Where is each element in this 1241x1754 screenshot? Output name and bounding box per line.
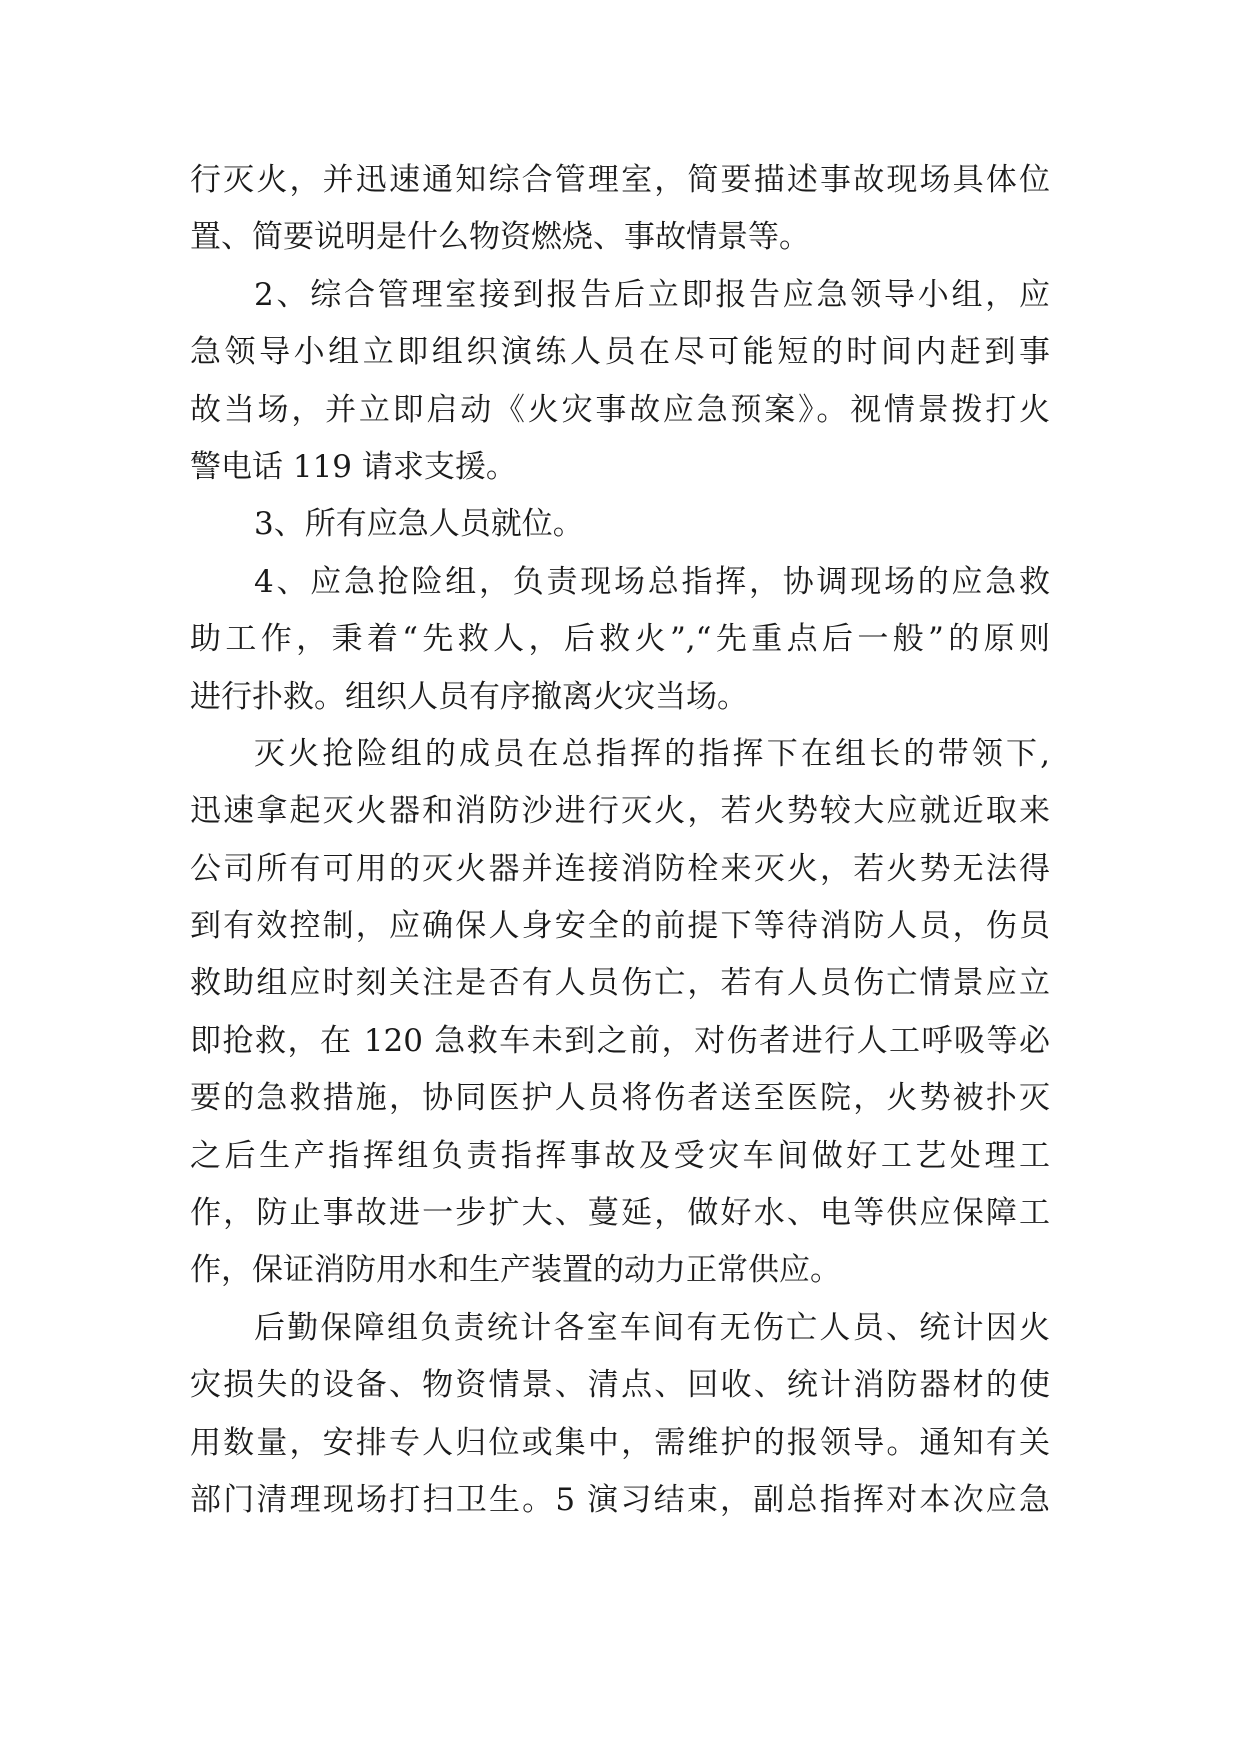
text-line: 用数量，安排专人归位或集中，需维护的报领导。通知有关 bbox=[190, 1424, 1050, 1461]
text-line: 警电话 119 请求支援。 bbox=[190, 448, 517, 485]
text-line: 3、所有应急人员就位。 bbox=[254, 506, 584, 543]
document-body bbox=[190, 152, 1050, 1529]
text-line: 置、简要说明是什么物资燃烧、事故情景等。 bbox=[190, 219, 810, 256]
text-line: 之后生产指挥组负责指挥事故及受灾车间做好工艺处理工 bbox=[190, 1137, 1050, 1174]
text-line: 救助组应时刻关注是否有人员伤亡，若有人员伤亡情景应立 bbox=[190, 965, 1050, 1002]
text-line: 公司所有可用的灭火器并连接消防栓来灭火，若火势无法得 bbox=[190, 850, 1050, 887]
text-line: 作，保证消防用水和生产装置的动力正常供应。 bbox=[190, 1252, 841, 1289]
text-line: 部门清理现场打扫卫生。5 演习结束，副总指挥对本次应急 bbox=[190, 1481, 1050, 1518]
text-line: 作，防止事故进一步扩大、蔓延，做好水、电等供应保障工 bbox=[190, 1195, 1050, 1232]
text-line: 灭火抢险组的成员在总指挥的指挥下在组长的带领下, bbox=[254, 735, 1050, 772]
text-line: 迅速拿起灭火器和消防沙进行灭火，若火势较大应就近取来 bbox=[190, 793, 1050, 830]
text-line: 4、应急抢险组，负责现场总指挥，协调现场的应急救 bbox=[254, 563, 1050, 600]
text-line: 灾损失的设备、物资情景、清点、回收、统计消防器材的使 bbox=[190, 1367, 1050, 1404]
text-line: 进行扑救。组织人员有序撤离火灾当场。 bbox=[190, 678, 748, 715]
text-line: 2、综合管理室接到报告后立即报告应急领导小组，应 bbox=[254, 276, 1050, 313]
text-line: 故当场，并立即启动《火灾事故应急预案》。视情景拨打火 bbox=[190, 391, 1050, 428]
text-line: 急领导小组立即组织演练人员在尽可能短的时间内赶到事 bbox=[190, 334, 1050, 371]
text-line: 助工作，秉着“先救人，后救火”,“先重点后一般”的原则 bbox=[190, 621, 1050, 658]
text-line: 后勤保障组负责统计各室车间有无伤亡人员、统计因火 bbox=[254, 1309, 1050, 1346]
text-line: 即抢救，在 120 急救车未到之前，对伤者进行人工呼吸等必 bbox=[190, 1022, 1050, 1059]
text-line: 到有效控制，应确保人身安全的前提下等待消防人员，伤员 bbox=[190, 908, 1050, 945]
text-line: 行灭火，并迅速通知综合管理室，简要描述事故现场具体位 bbox=[190, 162, 1050, 198]
text-line: 要的急救措施，协同医护人员将伤者送至医院，火势被扑灭 bbox=[190, 1080, 1050, 1117]
